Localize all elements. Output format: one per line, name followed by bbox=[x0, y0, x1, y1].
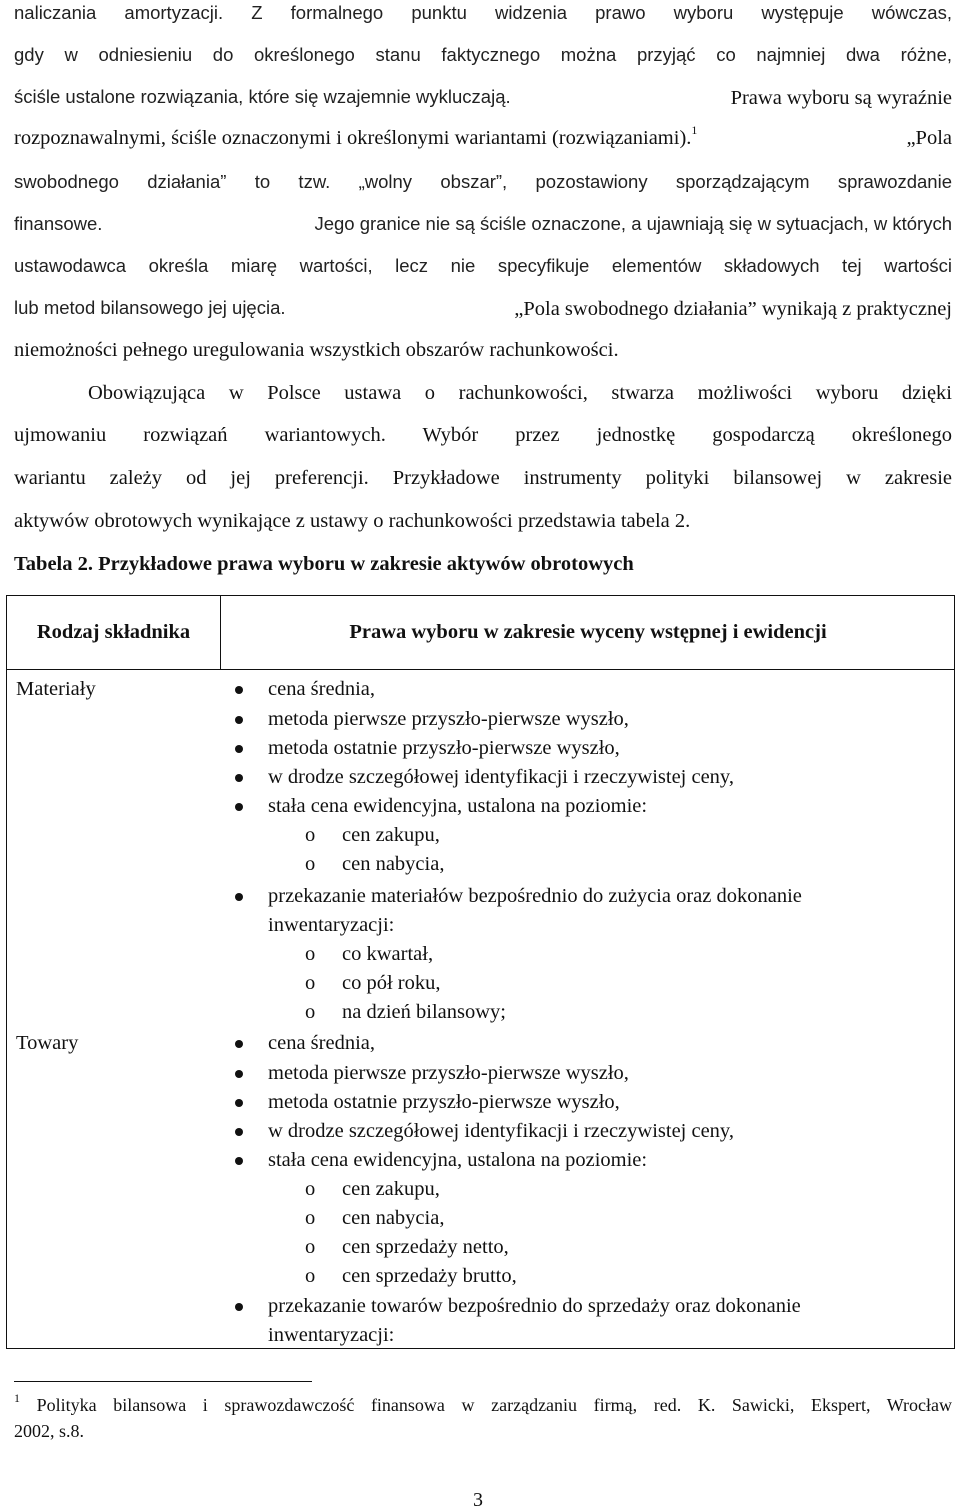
text-fragment: lub metod bilansowego jej ujęcia. bbox=[14, 297, 286, 318]
sub-list-item: co kwartał, bbox=[342, 943, 434, 965]
list-item: metoda pierwsze przyszło-pierwsze wyszło, bbox=[268, 708, 629, 730]
table-header-kind: Rodzaj składnika bbox=[36, 621, 191, 643]
sub-marker: o bbox=[305, 943, 316, 965]
footnote-number: 1 bbox=[14, 1391, 20, 1405]
table-caption-label: Tabela 2. bbox=[14, 553, 93, 575]
sub-marker: o bbox=[305, 1178, 316, 1200]
text-line-4 bbox=[14, 123, 952, 149]
sub-list-item: cen nabycia, bbox=[342, 853, 445, 875]
text-line-13: aktywów obrotowych wynikające z ustawy o rachunkowości przedstawia tabela 2. bbox=[14, 510, 691, 532]
bullet-icon bbox=[235, 1099, 243, 1107]
sub-list-item: cen nabycia, bbox=[342, 1207, 445, 1229]
sub-marker: o bbox=[305, 1236, 316, 1258]
sub-marker: o bbox=[305, 1001, 316, 1023]
text-line-12: wariantu zależy od jej preferencji. Przykładowe instrumenty polityki bilansowej w zakresie bbox=[14, 467, 952, 489]
bullet-icon bbox=[235, 1070, 243, 1078]
text-line-11: ujmowaniu rozwiązań wariantowych. Wybór przez jednostkę gospodarczą określonego bbox=[14, 424, 952, 446]
footnote-separator bbox=[14, 1381, 312, 1382]
sub-marker: o bbox=[305, 1265, 316, 1287]
text-line-7: ustawodawca określa miarę wartości, lecz nie specyfikuje elementów składowych tej wartości bbox=[14, 255, 952, 276]
bullet-icon bbox=[235, 1040, 243, 1048]
sub-list-item: co pół roku, bbox=[342, 972, 441, 994]
bullet-icon bbox=[235, 1157, 243, 1165]
page-number: 3 bbox=[473, 1489, 483, 1511]
footnote-text-continuation: 2002, s.8. bbox=[14, 1421, 85, 1441]
list-item-continuation: inwentaryzacji: bbox=[268, 1324, 395, 1346]
table-caption-title: Przykładowe prawa wyboru w zakresie aktywów obrotowych bbox=[98, 553, 634, 575]
text-fragment: „Pola bbox=[906, 127, 952, 149]
text-fragment: Jego granice nie są ściśle oznaczone, a ujawniają się w sytuacjach, w których bbox=[314, 213, 952, 234]
list-item: przekazanie towarów bezpośrednio do sprzedaży oraz dokonanie bbox=[268, 1295, 801, 1317]
text-line-2: gdy w odniesieniu do określonego stanu faktycznego można przyjąć co najmniej dwa różne, bbox=[14, 44, 952, 65]
text-line-10: Obowiązująca w Polsce ustawa o rachunkowości, stwarza możliwości wyboru dzięki bbox=[88, 382, 952, 404]
sub-marker: o bbox=[305, 972, 316, 994]
list-item-continuation: inwentaryzacji: bbox=[268, 914, 395, 936]
text-line-1: naliczania amortyzacji. Z formalnego punktu widzenia prawo wyboru występuje wówczas, bbox=[14, 2, 952, 23]
list-item: przekazanie materiałów bezpośrednio do zużycia oraz dokonanie bbox=[268, 885, 802, 907]
sub-marker: o bbox=[305, 853, 316, 875]
sub-marker: o bbox=[305, 824, 316, 846]
list-item: metoda ostatnie przyszło-pierwsze wyszło, bbox=[268, 1091, 620, 1113]
table-row-label-towary: Towary bbox=[16, 1032, 79, 1054]
text-line-3 bbox=[14, 88, 952, 109]
bullet-icon bbox=[235, 1128, 243, 1136]
bullet-icon bbox=[235, 716, 243, 724]
footnote bbox=[14, 1391, 953, 1415]
list-item: stała cena ewidencyjna, ustalona na poziomie: bbox=[268, 795, 648, 817]
list-item: cena średnia, bbox=[268, 1032, 375, 1054]
list-item: stała cena ewidencyjna, ustalona na poziomie: bbox=[268, 1149, 648, 1171]
footnote-ref[interactable]: 1 bbox=[691, 123, 698, 137]
bullet-icon bbox=[235, 1303, 243, 1311]
table-caption bbox=[14, 554, 634, 575]
bullet-icon bbox=[235, 745, 243, 753]
text-fragment: „Pola swobodnego działania” wynikają z praktycznej bbox=[514, 298, 952, 320]
list-item: cena średnia, bbox=[268, 678, 375, 700]
text-line-9: niemożności pełnego uregulowania wszystkich obszarów rachunkowości. bbox=[14, 339, 619, 361]
sub-list-item: cen zakupu, bbox=[342, 1178, 440, 1200]
text-line-8 bbox=[14, 299, 952, 320]
bullet-icon bbox=[235, 893, 243, 901]
text-fragment: rozpoznawalnymi, ściśle oznaczonymi i określonymi wariantami (rozwiązaniami). bbox=[14, 127, 692, 149]
bullet-icon bbox=[235, 774, 243, 782]
sub-list-item: cen zakupu, bbox=[342, 824, 440, 846]
text-fragment: ściśle ustalone rozwiązania, które się wzajemnie wykluczają. bbox=[14, 86, 511, 107]
text-fragment: finansowe. bbox=[14, 213, 103, 234]
list-item: metoda pierwsze przyszło-pierwsze wyszło, bbox=[268, 1062, 629, 1084]
sub-list-item: na dzień bilansowy; bbox=[342, 1001, 506, 1023]
footnote-text: Polityka bilansowa i sprawozdawczość finansowa w zarządzaniu firmą, red. K. Sawicki, Ekspert, Wrocław bbox=[36, 1395, 953, 1415]
sub-list-item: cen sprzedaży brutto, bbox=[342, 1265, 517, 1287]
sub-marker: o bbox=[305, 1207, 316, 1229]
table-header-rights: Prawa wyboru w zakresie wyceny wstępnej i ewidencji bbox=[349, 621, 827, 643]
list-item: metoda ostatnie przyszło-pierwsze wyszło, bbox=[268, 737, 620, 759]
text-line-6 bbox=[14, 215, 952, 234]
bullet-icon bbox=[235, 686, 243, 694]
text-fragment: Prawa wyboru są wyraźnie bbox=[730, 87, 952, 109]
bullet-icon bbox=[235, 803, 243, 811]
sub-list-item: cen sprzedaży netto, bbox=[342, 1236, 509, 1258]
table-row-label-materialy: Materiały bbox=[16, 678, 96, 700]
choices-table bbox=[6, 595, 955, 1349]
list-item: w drodze szczegółowej identyfikacji i rzeczywistej ceny, bbox=[268, 766, 734, 788]
text-line-5: swobodnego działania” to tzw. „wolny obszar”, pozostawiony sporządzającym sprawozdanie bbox=[14, 171, 952, 192]
list-item: w drodze szczegółowej identyfikacji i rzeczywistej ceny, bbox=[268, 1120, 734, 1142]
